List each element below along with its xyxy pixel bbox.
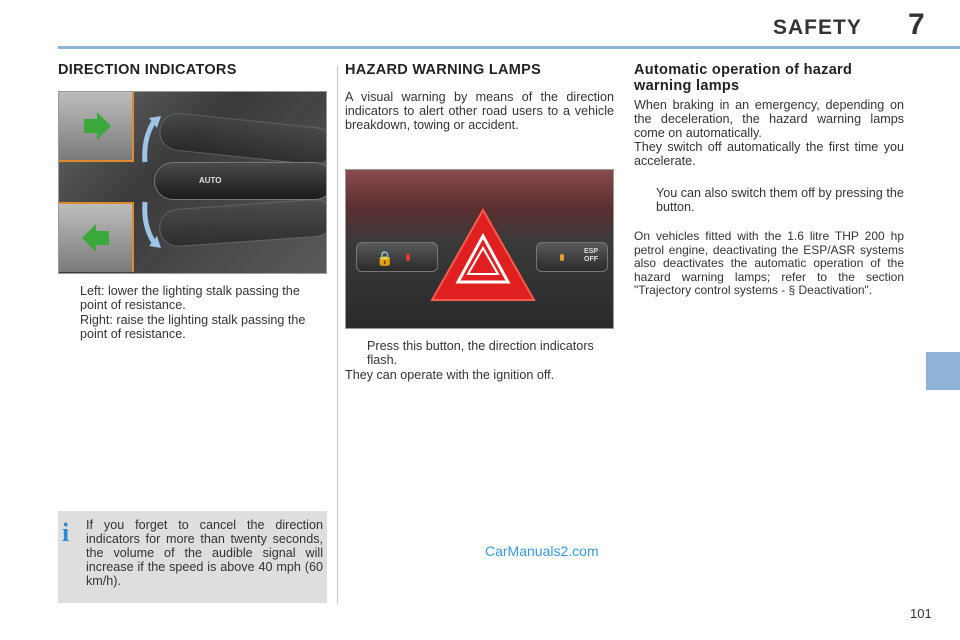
hazard-triangle-icon [428, 206, 538, 306]
bullet-right [58, 313, 327, 341]
automatic-operation-heading: Automatic operation of hazard warning lamps [634, 62, 853, 94]
lighting-stalk-image [58, 91, 327, 274]
hazard-intro: A visual warning by means of the direction indicators to alert other road users to a vehicle breakdown, towing or accident. [345, 90, 614, 132]
hazard-button-image [345, 169, 614, 329]
info-icon: i [62, 518, 70, 547]
lock-icon: 🔒 [376, 250, 394, 266]
chapter-number: 7 [908, 8, 925, 41]
bullet-switch-off [634, 186, 904, 214]
dashboard-panel-right [59, 92, 134, 162]
page-number: 101 [910, 606, 932, 621]
bullet-press-text: Press this button, the direction indicators flash. [367, 339, 594, 367]
stalk-raised [157, 111, 327, 167]
lock-led [406, 254, 410, 261]
dashboard-panel-left [59, 202, 134, 272]
esp-label-line1: ESP [584, 248, 599, 255]
section-title: SAFETY [773, 16, 862, 39]
info-text: If you forget to cancel the direction indicators for more than twenty seconds, the volume of the audible signal will increase if the speed is above 40 mph (60 km/h). [86, 518, 323, 588]
bullet-right-text: Right: raise the lighting stalk passing the point of resistance. [80, 313, 306, 341]
chapter-tab [926, 352, 960, 390]
hazard-note: They can operate with the ignition off. [345, 368, 555, 382]
column-divider [337, 66, 338, 604]
automatic-para-2: They switch off automatically the first time you accelerate. [634, 140, 904, 168]
esp-led [560, 254, 564, 261]
stalk-lowered [158, 198, 327, 248]
hazard-warning-heading: HAZARD WARNING LAMPS [345, 62, 542, 78]
right-arrow-icon [59, 92, 134, 162]
central-locking-button [356, 242, 438, 272]
bullet-press-button [345, 339, 614, 367]
esp-label-line2: OFF [584, 256, 598, 263]
stalk-neutral [154, 162, 327, 200]
bullet-switch-off-text: You can also switch them off by pressing the button. [656, 186, 904, 214]
stalk-auto-label: AUTO [199, 176, 222, 185]
automatic-para-1: When braking in an emergency, depending on the deceleration, the hazard warning lamps come on automatically. [634, 98, 904, 140]
direction-indicators-heading: DIRECTION INDICATORS [58, 62, 237, 78]
bullet-left [58, 284, 327, 312]
left-arrow-icon [59, 204, 134, 274]
header-rule [58, 46, 960, 49]
bullet-left-text: Left: lower the lighting stalk passing the point of resistance. [80, 284, 300, 312]
automatic-para-3: On vehicles fitted with the 1.6 litre THP 200 hp petrol engine, deactivating the ESP/ASR systems also deactivates the automatic operation of the hazard warning lamps; refer to the section "Trajectory control systems - § Deactivation". [634, 229, 904, 297]
esp-off-label [584, 248, 598, 264]
watermark: CarManuals2.com [485, 543, 599, 559]
